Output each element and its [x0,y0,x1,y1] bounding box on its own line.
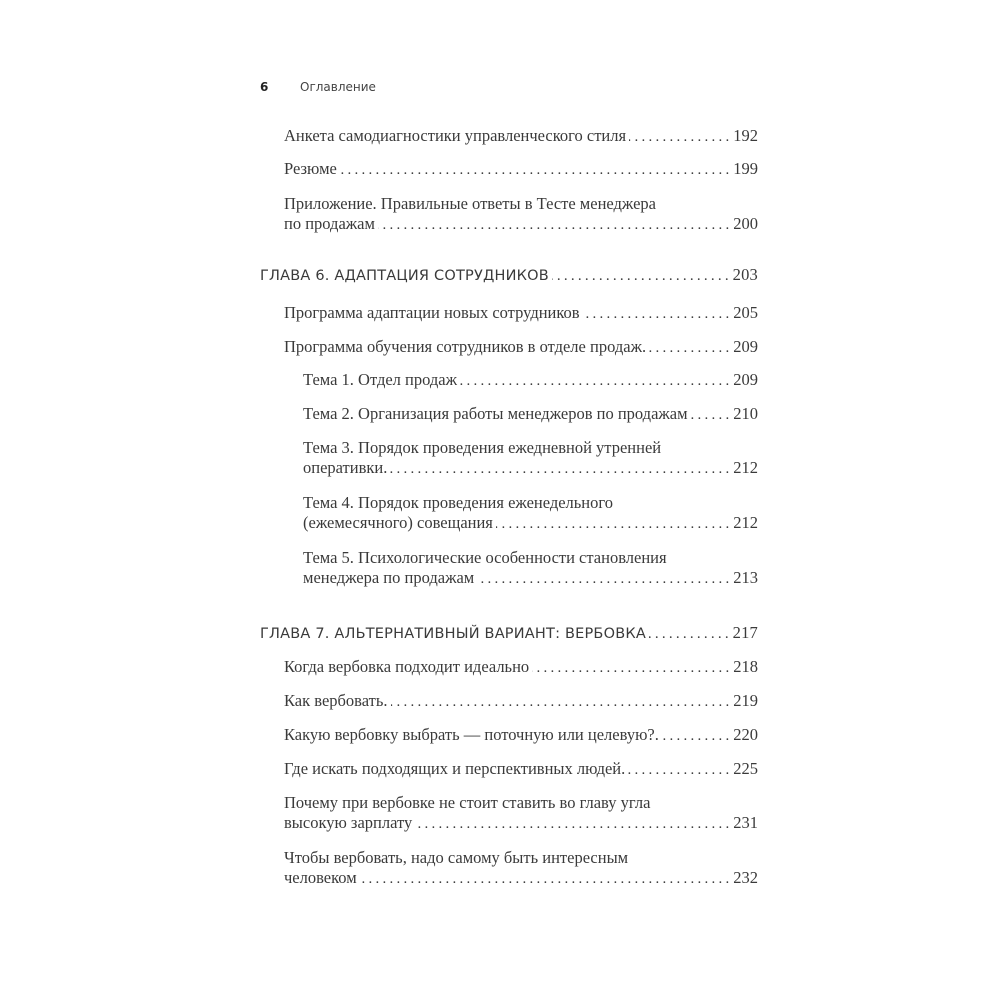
toc-entry[interactable] [284,848,758,889]
toc-entry[interactable] [303,404,758,425]
dot-leader [662,726,729,746]
toc-page-number: 220 [733,725,758,744]
toc-entry-title: Где искать подходящих и перспективных людей. [284,759,626,778]
toc-entry-last-line [284,126,758,147]
toc-page-number: 232 [733,868,758,887]
toc-entry-title: (ежемесячного) совещания [303,513,493,532]
toc-entry-last-line [260,623,758,644]
toc-entry-last-line [303,404,758,425]
toc-entry-title: Какую вербовку выбрать — поточную или целевую?. [284,725,659,744]
toc-chapter[interactable] [260,265,758,286]
toc-entry[interactable] [284,657,758,678]
toc-entry-title: менеджера по продажам [303,568,475,587]
toc-page-number: 199 [733,159,758,178]
toc-entry-title-line: Приложение. Правильные ответы в Тесте менеджера [284,194,656,213]
toc-entry[interactable] [284,159,758,180]
toc-page-number: 212 [733,458,758,477]
toc-entry-last-line [284,759,758,780]
toc-entry-last-line [284,214,758,235]
toc-page-number: 218 [733,657,758,676]
toc-entry[interactable] [284,759,758,780]
toc-entry-title: ГЛАВА 6. АДАПТАЦИЯ СОТРУДНИКОВ [260,268,549,284]
dot-leader [628,760,729,780]
toc-chapter[interactable] [260,623,758,644]
toc-entry-last-line [284,657,758,678]
toc-entry-last-line [284,303,758,324]
toc-entry-title: по продажам [284,214,375,233]
dot-leader [460,371,729,391]
toc-entry-last-line [260,265,758,286]
toc-entry-title: высокую зарплату [284,813,413,832]
toc-entry-title: Программа обучения сотрудников в отделе продаж. [284,337,647,356]
toc-entry-title: оперативки. [303,458,388,477]
toc-entry-title: Резюме [284,159,337,178]
toc-page-number: 225 [733,759,758,778]
dot-leader [340,160,729,180]
toc-entry-last-line [284,691,758,712]
toc-page-number: 209 [733,337,758,356]
dot-leader [583,304,730,324]
toc-entry-last-line [284,159,758,180]
toc-entry[interactable] [284,793,758,834]
toc-page-number: 231 [733,813,758,832]
toc-entry[interactable] [303,438,758,479]
dot-leader [390,459,729,479]
toc-entry-title-line: Тема 3. Порядок проведения ежедневной утренней [303,438,662,457]
toc-page-number: 205 [733,303,758,322]
dot-leader [552,266,729,286]
toc-entry-last-line [303,370,758,391]
toc-entry[interactable] [303,370,758,391]
dot-leader [629,127,729,147]
toc-entry-title: Как вербовать. [284,691,388,710]
page-number: 6 [260,80,269,94]
dot-leader [532,658,729,678]
toc-entry[interactable] [303,548,758,589]
toc-entry-title-line: Тема 5. Психологические особенности становления [303,548,667,567]
dot-leader [391,692,730,712]
toc-entry[interactable] [284,725,758,746]
toc-entry[interactable] [284,194,758,235]
toc-entry-last-line [284,813,758,834]
dot-leader [691,405,730,425]
toc-entry[interactable] [284,337,758,358]
dot-leader [496,514,729,534]
toc-page-number: 200 [733,214,758,233]
toc-entry-title-line: Чтобы вербовать, надо самому быть интересным [284,848,629,867]
dot-leader [360,869,730,889]
toc-page-number: 219 [733,691,758,710]
dot-leader [477,569,729,589]
toc-entry-title: Анкета самодиагностики управленческого стиля [284,126,627,145]
toc-entry[interactable] [284,691,758,712]
toc-entry-title: Тема 2. Организация работы менеджеров по продажам [303,404,688,423]
toc-entry-last-line [284,868,758,889]
toc-entry-last-line [284,725,758,746]
toc-page-number: 210 [733,404,758,423]
toc-entry-title-line: Почему при вербовке не стоит ставить во главу угла [284,793,651,812]
toc-entry-title: Программа адаптации новых сотрудников [284,303,580,322]
dot-leader [649,338,729,358]
dot-leader [649,624,729,644]
toc-entry[interactable] [284,126,758,147]
toc-entry-title: человеком [284,868,357,887]
dot-leader [415,814,729,834]
toc-page-number: 213 [733,568,758,587]
toc-page-number: 192 [733,126,758,145]
toc-entry[interactable] [303,493,758,534]
running-header: Оглавление [300,80,376,94]
toc-page-number: 209 [733,370,758,389]
toc-entry-last-line [303,513,758,534]
toc-entry-title: ГЛАВА 7. АЛЬТЕРНАТИВНЫЙ ВАРИАНТ: ВЕРБОВКА [260,626,646,642]
toc-entry-title-line: Тема 4. Порядок проведения еженедельного [303,493,613,512]
dot-leader [378,215,729,235]
toc-page-number: 203 [732,265,758,284]
toc-entry-last-line [303,568,758,589]
toc-entry-title: Тема 1. Отдел продаж [303,370,458,389]
toc-entry-title: Когда вербовка подходит идеально [284,657,530,676]
toc-entry-last-line [303,458,758,479]
toc-entry[interactable] [284,303,758,324]
toc-page-number: 217 [732,623,758,642]
toc-entry-last-line [284,337,758,358]
toc-page-number: 212 [733,513,758,532]
